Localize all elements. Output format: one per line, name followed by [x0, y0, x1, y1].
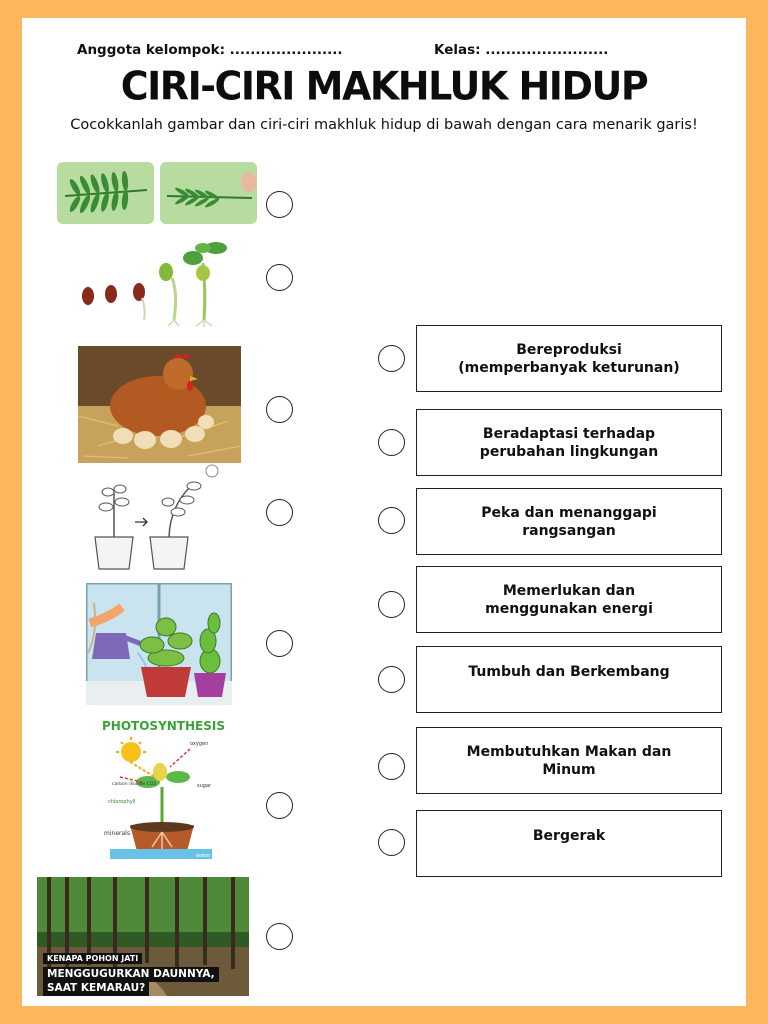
match-dot-picture-5[interactable] [266, 630, 293, 657]
page-title: CIRI-CIRI MAKHLUK HIDUP [120, 63, 648, 109]
forest-caption-large-1: MENGGUGURKAN DAUNNYA, [43, 967, 219, 982]
match-dot-picture-7[interactable] [266, 923, 293, 950]
match-dot-trait-6[interactable] [378, 753, 405, 780]
forest-caption-large-2: SAAT KEMARAU? [43, 981, 149, 996]
picture-bean-germination [78, 238, 233, 328]
forest-caption-small: KENAPA POHON JATI [43, 953, 142, 964]
trait-box-sensitive: Peka dan menanggapi rangsangan [416, 488, 722, 555]
label-chlorophyll: chlorophyll [108, 799, 136, 805]
match-dot-trait-3[interactable] [378, 507, 405, 534]
match-dot-trait-1[interactable] [378, 345, 405, 372]
label-carbon-dioxide: carbon dioxide CO2 [112, 782, 157, 787]
match-dot-trait-2[interactable] [378, 429, 405, 456]
trait-box-move: Bergerak [416, 810, 722, 877]
trait-box-grow: Tumbuh dan Berkembang [416, 646, 722, 713]
match-dot-trait-5[interactable] [378, 666, 405, 693]
photosynthesis-title: PHOTOSYNTHESIS [102, 719, 225, 733]
match-dot-picture-6[interactable] [266, 792, 293, 819]
trait-box-reproduce: Bereproduksi (memperbanyak keturunan) [416, 325, 722, 392]
trait-box-eat-drink: Membutuhkan Makan dan Minum [416, 727, 722, 794]
label-sugar: sugar [197, 783, 212, 789]
picture-mimosa-leaves [57, 162, 257, 224]
picture-hen-with-eggs [78, 346, 241, 463]
match-dot-picture-1[interactable] [266, 191, 293, 218]
class-field[interactable]: Kelas: ........................ [434, 42, 609, 58]
picture-teak-forest [37, 877, 249, 996]
label-minerals: minerals [104, 830, 130, 837]
picture-watering-plants [86, 583, 232, 705]
trait-box-energy: Memerlukan dan menggunakan energi [416, 566, 722, 633]
picture-photosynthesis [100, 737, 222, 867]
match-dot-trait-7[interactable] [378, 829, 405, 856]
picture-plant-bending-to-sun [90, 462, 225, 572]
group-members-field[interactable]: Anggota kelompok: ...................... [77, 42, 343, 58]
match-dot-picture-2[interactable] [266, 264, 293, 291]
label-oxygen: oxygen [190, 741, 209, 747]
trait-box-adapt: Beradaptasi terhadap perubahan lingkungan [416, 409, 722, 476]
match-dot-trait-4[interactable] [378, 591, 405, 618]
match-dot-picture-3[interactable] [266, 396, 293, 423]
label-water: water [196, 853, 211, 859]
match-dot-picture-4[interactable] [266, 499, 293, 526]
instructions: Cocokkanlah gambar dan ciri-ciri makhluk hidup di bawah dengan cara menarik garis! [70, 117, 698, 133]
